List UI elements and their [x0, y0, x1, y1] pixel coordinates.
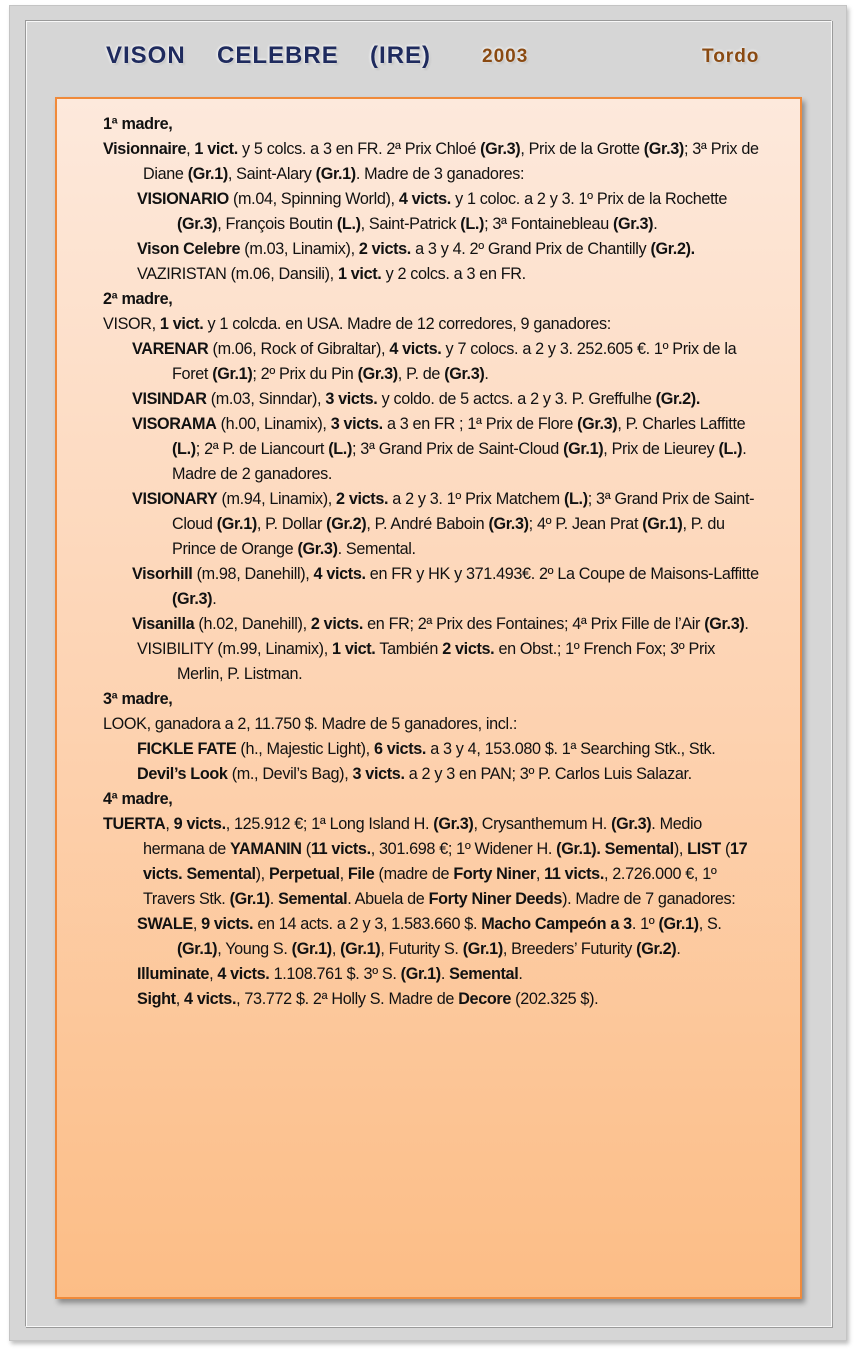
text-run: (m.03, Sinndar), — [206, 390, 326, 408]
offspring-entry — [103, 962, 763, 987]
text-run: ). Madre de 7 ganadores: — [562, 890, 736, 908]
bold-text-run: (Gr.3) — [177, 215, 218, 233]
text-run: , — [165, 815, 174, 833]
bold-text-run: SWALE — [137, 915, 193, 933]
bold-text-run: Perpetual — [268, 865, 340, 883]
bold-text-run: Illuminate — [137, 965, 210, 983]
offspring-entry — [103, 387, 763, 412]
bold-text-run: 11 victs. — [310, 840, 371, 858]
text-run: (m.04, Spinning World), — [228, 190, 399, 208]
bold-text-run: Forty Niner Deeds — [428, 890, 563, 908]
section-heading: 2ª madre, — [103, 290, 173, 308]
bold-text-run: (Gr.3) — [480, 140, 521, 158]
offspring-entry — [103, 762, 763, 787]
bold-text-run: (Gr.2). — [655, 390, 700, 408]
bold-text-run: (L.) — [336, 215, 361, 233]
dam-entry — [103, 812, 763, 912]
bold-text-run: TUERTA — [103, 815, 166, 833]
text-run: 1.108.761 $. 3º S. — [269, 965, 401, 983]
text-run: ( — [720, 840, 731, 858]
bold-text-run: 3 victs. — [352, 765, 405, 783]
bold-text-run: 11 victs. — [544, 865, 604, 883]
text-run: ; 3ª Grand Prix de Saint-Cloud — [352, 440, 564, 458]
offspring-entry — [103, 737, 763, 762]
text-run: (h., Majestic Light), — [236, 740, 374, 758]
text-run: en FR; 2ª Prix des Fontaines; 4ª Prix Fille de l’Air — [362, 615, 705, 633]
text-run: ; 3ª Grand Prix de Saint-Cloud — [172, 490, 755, 533]
text-run: . — [653, 215, 658, 233]
bold-text-run: 2 victs. — [442, 640, 495, 658]
text-run: , — [209, 965, 218, 983]
bold-text-run: (Gr.1) — [216, 515, 257, 533]
text-run: a 2 y 3. 1º Prix Matchem — [388, 490, 564, 508]
bold-text-run: (Gr.1) — [229, 890, 270, 908]
bold-text-run: (Gr.1) — [658, 915, 699, 933]
text-run: ; 2º Prix du Pin — [252, 365, 358, 383]
text-run: , — [339, 865, 348, 883]
text-run: , 73.772 $. 2ª Holly S. Madre de — [236, 990, 459, 1008]
bold-text-run: 9 victs. — [201, 915, 254, 933]
text-run: VAZIRISTAN (m.06, Dansili), — [137, 265, 338, 283]
coat-color: Tordo — [702, 46, 760, 67]
bold-text-run: (Gr.3) — [704, 615, 745, 633]
bold-text-run: 3 victs. — [330, 415, 383, 433]
text-run: (202.325 $). — [511, 990, 599, 1008]
offspring-entry — [103, 487, 763, 562]
bold-text-run: Vison Celebre — [137, 240, 241, 258]
text-run: . Semental. — [337, 540, 416, 558]
section-heading: 4ª madre, — [103, 790, 173, 808]
bold-text-run: (Gr.3) — [433, 815, 474, 833]
text-run: ; 3ª Fontainebleau — [484, 215, 614, 233]
text-run: (m., Devil’s Bag), — [227, 765, 353, 783]
bold-text-run: 1 vict. — [332, 640, 376, 658]
text-run: . — [212, 590, 217, 608]
text-run: ( — [301, 840, 311, 858]
bold-text-run: FICKLE FATE — [137, 740, 237, 758]
text-run: , P. de — [397, 365, 445, 383]
bold-text-run: VARENAR — [132, 340, 209, 358]
bold-text-run: (Gr.3) — [297, 540, 338, 558]
text-run: a 3 y 4, 153.080 $. 1ª Searching Stk., Stk. — [426, 740, 716, 758]
bold-text-run: Sight — [137, 990, 176, 1008]
dam-entry — [103, 312, 763, 337]
bold-text-run: (L.) — [563, 490, 588, 508]
text-run: , Saint-Patrick — [360, 215, 461, 233]
offspring-entry — [103, 637, 763, 687]
bold-text-run: (Gr.1) — [400, 965, 441, 983]
text-run: . — [269, 890, 274, 908]
text-run: (m.03, Linamix), — [240, 240, 359, 258]
text-run: ; 3ª Prix de Diane — [143, 140, 759, 183]
bold-text-run: (Gr.3) — [643, 140, 684, 158]
text-run: y coldo. de 5 actcs. a 2 y 3. P. Greffulhe — [377, 390, 656, 408]
offspring-entry — [103, 262, 763, 287]
text-run: , 2.726.000 €, 1º Travers Stk. — [143, 865, 717, 908]
bold-text-run: (Gr.3) — [613, 215, 654, 233]
text-run: . 1º — [631, 915, 659, 933]
text-run: VISIBILITY (m.99, Linamix), — [137, 640, 333, 658]
bold-text-run: (Gr.1) — [212, 365, 253, 383]
dam-entry — [103, 137, 763, 187]
bold-text-run: (L.) — [328, 440, 352, 458]
bold-text-run: (Gr.1) — [177, 940, 218, 958]
bold-text-run: (Gr.2). — [650, 240, 695, 258]
bold-text-run: (Gr.3) — [444, 365, 485, 383]
text-run: . — [518, 965, 523, 983]
bold-text-run: 4 victs. — [313, 565, 366, 583]
bold-text-run: 6 victs. — [373, 740, 427, 758]
bold-text-run: 9 victs. — [173, 815, 226, 833]
text-run: , P. du Prince de Orange — [172, 515, 725, 558]
text-run: . — [676, 940, 681, 958]
text-run: . Medio hermana de — [143, 815, 702, 858]
bold-text-run: 1 vict. — [194, 140, 238, 158]
dam-entry — [103, 712, 763, 737]
text-run: en Obst.; 1º French Fox; 3º Prix Merlin, P. Listman. — [177, 640, 715, 683]
text-run: a 3 y 4. 2º Grand Prix de Chantilly — [410, 240, 651, 258]
text-run: , — [331, 940, 341, 958]
bold-text-run: 17 victs. Semental — [143, 840, 748, 883]
text-run: ), — [255, 865, 269, 883]
text-run: y 5 colcs. a 3 en FR. 2ª Prix Chloé — [237, 140, 481, 158]
text-run: , 301.698 €; 1º Widener H. — [370, 840, 557, 858]
text-run: , — [186, 140, 195, 158]
offspring-entry — [103, 337, 763, 387]
text-run: . Madre de 3 ganadores: — [355, 165, 525, 183]
text-run: . Abuela de — [347, 890, 429, 908]
text-run: ), — [673, 840, 688, 858]
bold-text-run: 4 victs. — [184, 990, 237, 1008]
bold-text-run: Macho Campeón a 3 — [481, 915, 632, 933]
bold-text-run: (Gr.1). Semental — [556, 840, 674, 858]
bold-text-run: 4 victs. — [398, 190, 451, 208]
text-run: , François Boutin — [217, 215, 337, 233]
bold-text-run: (Gr.3) — [172, 590, 213, 608]
offspring-entry — [103, 237, 763, 262]
text-run: a 3 en FR ; 1ª Prix de Flore — [382, 415, 578, 433]
bold-text-run: (Gr.3) — [577, 415, 618, 433]
bold-text-run: (L.) — [718, 440, 743, 458]
bold-text-run: VISORAMA — [132, 415, 217, 433]
bold-text-run: (Gr.2) — [326, 515, 367, 533]
bold-text-run: (Gr.3) — [357, 365, 398, 383]
bold-text-run: 1 vict. — [159, 315, 204, 333]
bold-text-run: 2 victs. — [310, 615, 363, 633]
text-run: , 125.912 €; 1ª Long Island H. — [225, 815, 434, 833]
bold-text-run: Decore — [458, 990, 512, 1008]
bold-text-run: VISIONARY — [132, 490, 218, 508]
bold-text-run: Visanilla — [132, 615, 195, 633]
text-run: , S. — [698, 915, 722, 933]
bold-text-run: (Gr.1) — [291, 940, 332, 958]
text-run: . — [440, 965, 446, 983]
text-run: en 14 acts. a 2 y 3, 1.583.660 $. — [253, 915, 482, 933]
bold-text-run: (Gr.1) — [340, 940, 381, 958]
text-run: , — [192, 915, 202, 933]
text-run: y 7 colocs. a 2 y 3. 252.605 €. 1º Prix de la Foret — [172, 340, 737, 383]
offspring-entry — [103, 412, 763, 487]
text-run: , — [535, 865, 545, 883]
text-run: LOOK, ganadora a 2, 11.750 $. Madre de 5 ganadores, incl.: — [103, 715, 518, 733]
section-heading: 1ª madre, — [103, 115, 173, 133]
bold-text-run: Visorhill — [132, 565, 193, 583]
text-run: , Saint-Alary — [227, 165, 316, 183]
text-run: (m.06, Rock of Gibraltar), — [208, 340, 390, 358]
text-run: VISOR, — [103, 315, 160, 333]
text-run: . — [484, 365, 489, 383]
birth-year: 2003 — [482, 46, 529, 67]
text-run: También — [375, 640, 443, 658]
bold-text-run: (Gr.1) — [187, 165, 228, 183]
text-run: , P. André Baboin — [366, 515, 489, 533]
bold-text-run: 1 vict. — [337, 265, 382, 283]
bold-text-run: 4 victs. — [217, 965, 270, 983]
text-run: ; 4º P. Jean Prat — [528, 515, 643, 533]
bold-text-run: 2 victs. — [358, 240, 411, 258]
bold-text-run: VISINDAR — [132, 390, 207, 408]
bold-text-run: (L.) — [172, 440, 196, 458]
horse-name-title: VISON CELEBRE (IRE) — [106, 42, 432, 69]
bold-text-run: YAMANIN — [230, 840, 302, 858]
bold-text-run: Visionnaire — [103, 140, 187, 158]
text-run: ; 2ª P. de Liancourt — [195, 440, 329, 458]
section-heading: 3ª madre, — [103, 690, 173, 708]
bold-text-run: (Gr.3) — [611, 815, 652, 833]
bold-text-run: Devil’s Look — [137, 765, 228, 783]
bold-text-run: VISIONARIO — [137, 190, 229, 208]
bold-text-run: (Gr.1) — [563, 440, 604, 458]
text-run: . Madre de 2 ganadores. — [172, 440, 747, 483]
bold-text-run: 2 victs. — [336, 490, 389, 508]
bold-text-run: (L.) — [460, 215, 485, 233]
bold-text-run: (Gr.2) — [636, 940, 677, 958]
text-run: (m.94, Linamix), — [217, 490, 337, 508]
text-run: (madre de — [374, 865, 454, 883]
bold-text-run: 3 victs. — [325, 390, 378, 408]
text-run: , P. Charles Laffitte — [617, 415, 746, 433]
pedigree-panel — [55, 97, 802, 1299]
text-run: , Breeders’ Futurity — [502, 940, 637, 958]
text-run: (h.00, Linamix), — [216, 415, 331, 433]
offspring-entry — [103, 187, 763, 237]
text-run: a 2 y 3 en PAN; 3º P. Carlos Luis Salazar. — [404, 765, 692, 783]
text-run: en FR y HK y 371.493€. 2º La Coupe de Maisons-Laffitte — [365, 565, 759, 583]
bold-text-run: Semental — [445, 965, 519, 983]
text-run: , Crysanthemum H. — [473, 815, 612, 833]
offspring-entry — [103, 612, 763, 637]
text-run: , Prix de Lieurey — [603, 440, 719, 458]
offspring-entry — [103, 987, 763, 1012]
bold-text-run: (Gr.1) — [642, 515, 683, 533]
text-run: , Young S. — [217, 940, 292, 958]
bold-text-run: File — [347, 865, 375, 883]
text-run: . — [744, 615, 749, 633]
offspring-entry — [103, 562, 763, 612]
bold-text-run: (Gr.3) — [488, 515, 529, 533]
bold-text-run: LIST — [687, 840, 721, 858]
bold-text-run: (Gr.1) — [462, 940, 503, 958]
text-run: , — [175, 990, 185, 1008]
bold-text-run: Forty Niner — [453, 865, 536, 883]
text-run: y 1 colcda. en USA. Madre de 12 corredores, 9 ganadores: — [203, 315, 611, 333]
text-run: , Prix de la Grotte — [520, 140, 644, 158]
text-run: y 1 coloc. a 2 y 3. 1º Prix de la Rochette — [450, 190, 728, 208]
text-run: (m.98, Danehill), — [192, 565, 314, 583]
text-run: , P. Dollar — [256, 515, 327, 533]
text-run: y 2 colcs. a 3 en FR. — [381, 265, 526, 283]
bold-text-run: (Gr.1) — [315, 165, 356, 183]
offspring-entry — [103, 912, 763, 962]
text-run: (h.02, Danehill), — [194, 615, 311, 633]
bold-text-run: 4 victs. — [389, 340, 442, 358]
pedigree-content — [103, 112, 763, 1012]
bold-text-run: Semental — [273, 890, 348, 908]
text-run: , Futurity S. — [380, 940, 463, 958]
